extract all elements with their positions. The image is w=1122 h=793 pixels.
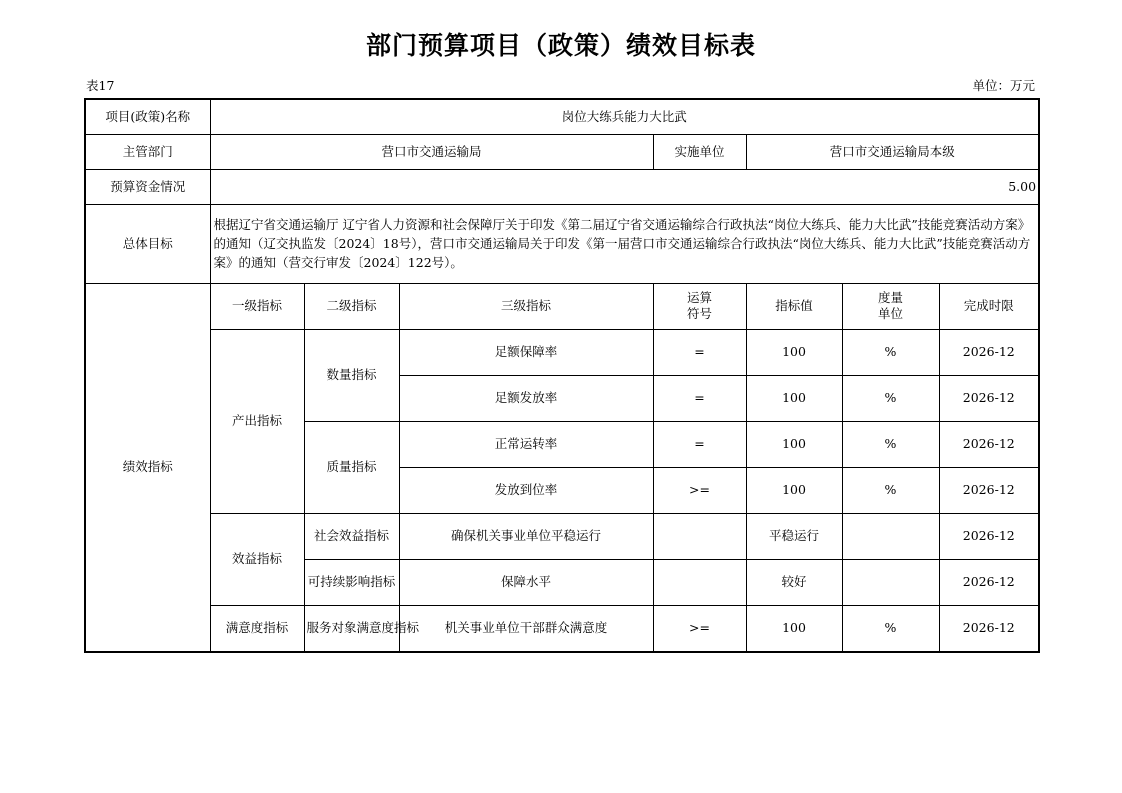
budget-label: 预算资金情况	[85, 169, 210, 204]
row-unit: %	[842, 467, 939, 513]
project-name-value: 岗位大练兵能力大比武	[210, 99, 1039, 134]
row-op	[653, 513, 746, 559]
unit-label: 单位：万元	[972, 78, 1035, 93]
row-unit: %	[842, 605, 939, 652]
row-value: 100	[746, 375, 842, 421]
row-deadline: 2026-12	[939, 605, 1039, 652]
overall-goal-text: 根据辽宁省交通运输厅 辽宁省人力资源和社会保障厅关于印发《第二届辽宁省交通运输综合行政执法“岗位大练兵、能力大比武”技能竞赛活动方案》的通知（辽交执监发〔2024〕18号），营口市交通运输局关于印发《第一届营口市交通运输综合行政执法“岗位大练兵、能力大比武”技能竞赛活动方案》的通知（营交行审发〔2024〕122号）。	[210, 204, 1039, 283]
row-deadline: 2026-12	[939, 467, 1039, 513]
header-operator-line1: 运算	[686, 290, 712, 305]
row-op	[653, 559, 746, 605]
header-deadline: 完成时限	[939, 283, 1039, 329]
row-value: 100	[746, 467, 842, 513]
row-unit: %	[842, 329, 939, 375]
header-unit	[842, 283, 939, 329]
row-op: =	[653, 375, 746, 421]
table-row	[85, 513, 1039, 559]
row-op: =	[653, 421, 746, 467]
row-op: =	[653, 329, 746, 375]
row-value: 平稳运行	[746, 513, 842, 559]
table-row	[85, 605, 1039, 652]
row-l3: 正常运转率	[399, 421, 653, 467]
impl-unit-value: 营口市交通运输局本级	[746, 134, 1039, 169]
row-l3: 确保机关事业单位平稳运行	[399, 513, 653, 559]
row-unit: %	[842, 421, 939, 467]
row-l3: 保障水平	[399, 559, 653, 605]
table-row	[85, 329, 1039, 375]
header-l2: 二级指标	[304, 283, 399, 329]
row-op: >=	[653, 467, 746, 513]
group-quantity: 数量指标	[304, 329, 399, 421]
row-value: 100	[746, 605, 842, 652]
row-value: 100	[746, 329, 842, 375]
performance-target-table	[84, 98, 1040, 653]
table-row	[85, 204, 1039, 283]
row-unit	[842, 559, 939, 605]
overall-goal-label: 总体目标	[85, 204, 210, 283]
group-service: 服务对象满意度指标	[304, 605, 399, 652]
row-op: >=	[653, 605, 746, 652]
row-value: 较好	[746, 559, 842, 605]
impl-unit-label: 实施单位	[653, 134, 746, 169]
header-value: 指标值	[746, 283, 842, 329]
row-deadline: 2026-12	[939, 559, 1039, 605]
perf-indicator-label: 绩效指标	[85, 283, 210, 652]
header-unit-line1: 度量	[877, 290, 903, 305]
group-output: 产出指标	[210, 329, 304, 513]
page-title: 部门预算项目（政策）绩效目标表	[365, 31, 756, 60]
table-row	[85, 283, 1039, 329]
header-unit-line2: 单位	[877, 306, 903, 321]
table-number: 表17	[86, 78, 115, 93]
table-row	[85, 169, 1039, 204]
table-row	[85, 99, 1039, 134]
dept-value: 营口市交通运输局	[210, 134, 653, 169]
project-name-label: 项目(政策)名称	[85, 99, 210, 134]
header-l1: 一级指标	[210, 283, 304, 329]
group-sustain: 可持续影响指标	[304, 559, 399, 605]
row-l3: 足额保障率	[399, 329, 653, 375]
group-quality: 质量指标	[304, 421, 399, 513]
group-satisfaction: 满意度指标	[210, 605, 304, 652]
group-benefit: 效益指标	[210, 513, 304, 605]
row-value: 100	[746, 421, 842, 467]
row-deadline: 2026-12	[939, 421, 1039, 467]
row-deadline: 2026-12	[939, 329, 1039, 375]
row-l3: 足额发放率	[399, 375, 653, 421]
budget-value: 5.00	[210, 169, 1039, 204]
group-social: 社会效益指标	[304, 513, 399, 559]
row-unit: %	[842, 375, 939, 421]
row-l3: 发放到位率	[399, 467, 653, 513]
row-deadline: 2026-12	[939, 375, 1039, 421]
header-l3: 三级指标	[399, 283, 653, 329]
table-row	[85, 134, 1039, 169]
header-operator-line2: 符号	[686, 306, 712, 321]
dept-label: 主管部门	[85, 134, 210, 169]
row-l3: 机关事业单位干部群众满意度	[399, 605, 653, 652]
row-deadline: 2026-12	[939, 513, 1039, 559]
row-unit	[842, 513, 939, 559]
header-operator	[653, 283, 746, 329]
